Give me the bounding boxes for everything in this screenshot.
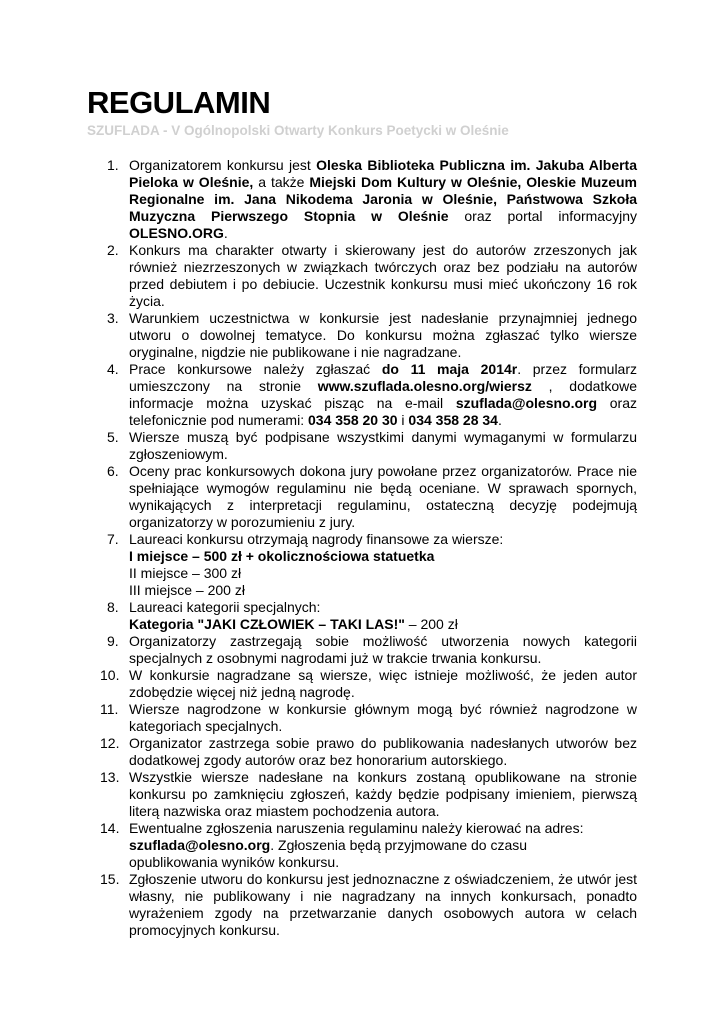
rule-text: Organizatorem konkursu jest Oleska Biblioteka Publiczna im. Jakuba Alberta Pieloka w Oleśnie, a także Miejski Dom Kultury w Oleśnie, Oleskie Muzeum Regionalne im. Jana Nikodema Jaronia w Oleśnie, Państwowa Szkoła Muzyczna Pierwszego Stopnia w Oleśnie oraz portal informacyjny OLESNO.ORG. [129, 157, 638, 241]
rule-text: Organizator zastrzega sobie prawo do publikowania nadesłanych utworów bez dodatkowej zgody autorów oraz bez honorarium autorskiego. [129, 735, 637, 768]
submission-url: www.szuflada.olesno.org/wiersz [317, 378, 532, 394]
prize-second: II miejsce – 300 zł [129, 565, 242, 581]
rule-text: Konkurs ma charakter otwarty i skierowany jest do autorów zrzeszonych jak również niezrzeszonych w związkach twórczych oraz bez podziału na autorów przed debiutem i po debiucie. Uczestnik konkursu musi mieć ukończony 16 rok życia. [129, 242, 637, 309]
rule-item [0, 463, 724, 531]
document-subtitle: SZUFLADA - V Ogólnopolski Otwarty Konkurs Poetycki w Oleśnie [87, 123, 509, 138]
rule-text: Zgłoszenie utworu do konkursu jest jednoznaczne z oświadczeniem, że utwór jest własny, nie publikowany i nie nagradzany na innych konkursach, ponadto wyrażeniem zgody na przetwarzanie danych osobowych autora w celach promocyjnych konkursu. [129, 871, 637, 938]
rule-number: 4. [107, 361, 119, 377]
rule-item [0, 820, 724, 871]
contact-email: szuflada@olesno.org [455, 395, 598, 411]
rule-text: W konkursie nagradzane są wiersze, więc istnieje możliwość, że jeden autor zdobędzie więcej niż jedną nagrodę. [129, 667, 637, 700]
rule-number: 10. [100, 667, 120, 683]
phone-number: 034 358 28 34 [408, 412, 498, 428]
rule-text: Wiersze nagrodzone w konkursie głównym mogą być również nagrodzone w kategoriach specjalnych. [129, 701, 637, 734]
prizes-intro: Laureaci konkursu otrzymają nagrody finansowe za wiersze: [129, 531, 504, 547]
rule-number: 6. [107, 463, 119, 479]
rule-item [0, 599, 724, 633]
rule-number: 7. [107, 531, 119, 547]
complaint-email: szuflada@olesno.org [129, 837, 271, 853]
rule-item [0, 157, 724, 242]
deadline: do 11 maja 2014r [381, 361, 518, 377]
rule-item [0, 701, 724, 735]
prize-first: I miejsce – 500 zł + okolicznościowa statuetka [129, 548, 435, 564]
special-intro: Laureaci kategorii specjalnych: [129, 599, 321, 615]
rule-item [0, 769, 724, 820]
rule-item [0, 242, 724, 310]
rule-number: 13. [100, 769, 120, 785]
rule-number: 14. [100, 820, 120, 836]
phone-number: 034 358 20 30 [308, 412, 398, 428]
rule-item [0, 871, 724, 939]
rule-text: Prace konkursowe należy zgłaszać do 11 maja 2014r. przez formularz umieszczony na stronie www.szuflada.olesno.org/wiersz , dodatkowe informacje można uzyskać pisząc na e-mail szuflada@olesno.org oraz telefonicznie pod numerami: 034 358 20 30 i 034 358 28 34. [129, 361, 637, 428]
rule-item [0, 361, 724, 429]
special-category: Kategoria "JAKI CZŁOWIEK – TAKI LAS!" – 200 zł [129, 616, 458, 632]
rule-text: Ewentualne zgłoszenia naruszenia regulaminu należy kierować na adres: szuflada@olesno.org. Zgłoszenia będą przyjmowane do czasu opublikowania wyników konkursu. [129, 820, 584, 870]
rule-text: Oceny prac konkursowych dokona jury powołane przez organizatorów. Prace nie spełniające wymogów regulaminu nie będą oceniane. W sprawach spornych, wynikających z interpretacji regulaminu, ostateczną decyzję podejmują organizatorzy w porozumieniu z jury. [129, 463, 637, 530]
rule-item [0, 531, 724, 599]
rule-text: Organizatorzy zastrzegają sobie możliwość utworzenia nowych kategorii specjalnych z osobnymi nagrodami już w trakcie trwania konkursu. [129, 633, 637, 666]
rule-number: 8. [107, 599, 119, 615]
rule-text: Wiersze muszą być podpisane wszystkimi danymi wymaganymi w formularzu zgłoszeniowym. [129, 429, 637, 462]
rule-text: Wszystkie wiersze nadesłane na konkurs zostaną opublikowane na stronie konkursu po zamknięciu zgłoszeń, każdy będzie podpisany imieniem, pierwszą literą nazwiska oraz miastem pochodzenia autora. [129, 769, 637, 819]
prize-third: III miejsce – 200 zł [129, 582, 245, 598]
rules-list [0, 157, 724, 939]
rule-item [0, 310, 724, 361]
rule-text [129, 599, 637, 633]
rule-number: 9. [107, 633, 119, 649]
rule-number: 12. [100, 735, 120, 751]
rule-item [0, 429, 724, 463]
rule-text [129, 531, 637, 599]
rule-item [0, 633, 724, 667]
rule-number: 5. [107, 429, 119, 445]
rule-item [0, 735, 724, 769]
rule-item [0, 667, 724, 701]
rule-number: 3. [107, 310, 119, 326]
document-title: REGULAMIN [87, 85, 271, 120]
rule-number: 1. [107, 157, 119, 173]
rule-number: 15. [100, 871, 120, 887]
rule-number: 2. [107, 242, 119, 258]
rule-text: Warunkiem uczestnictwa w konkursie jest nadesłanie przynajmniej jednego utworu o dowolnej tematyce. Do konkursu można zgłaszać tylko wiersze oryginalne, nigdzie nie publikowane i nie nagradzane. [129, 310, 637, 360]
rule-number: 11. [100, 701, 119, 717]
